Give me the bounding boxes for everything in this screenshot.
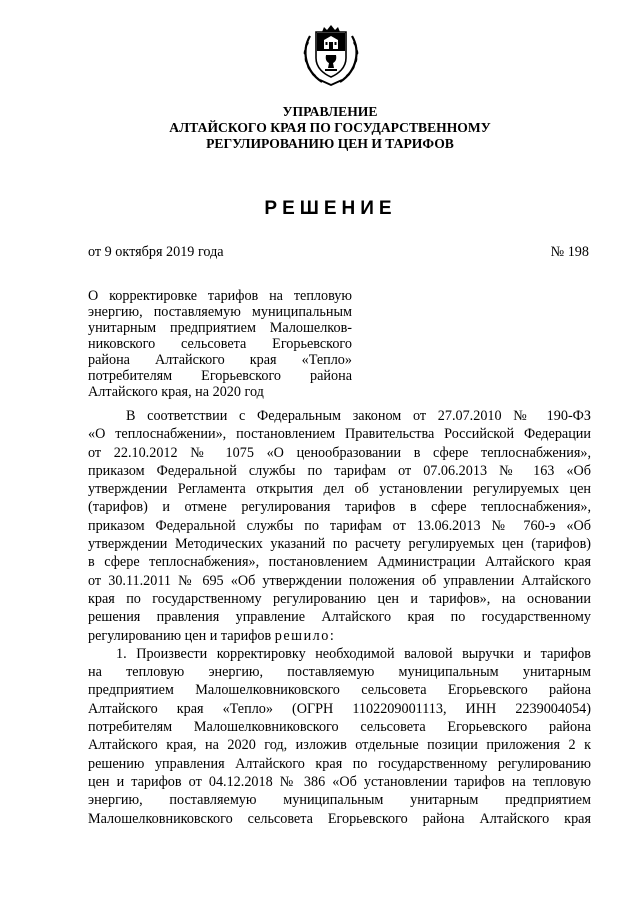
subject-line: О корректировке тарифов на тепловую — [88, 288, 352, 304]
item-1-line: цен и тарифов от 04.12.2018 № 386 «Об установлении тарифов на тепловую — [88, 773, 591, 790]
body-line: утверждении Методических указаний по расчету регулируемых цен (тарифов) — [88, 536, 591, 553]
document-title: РЕШЕНИЕ — [264, 198, 397, 219]
document-number: № 198 — [550, 244, 589, 260]
document-date: от 9 октября 2019 года — [88, 244, 224, 260]
body-line: от 30.11.2011 № 695 «Об утверждении положения об управлении Алтайского — [88, 572, 591, 589]
item-1-line: Алтайского края, на 2020 год, изложив отдельные позиции приложения 2 к — [88, 737, 591, 754]
issuer-line-3: РЕГУЛИРОВАНИЮ ЦЕН И ТАРИФОВ — [206, 136, 454, 151]
item-1-line: на тепловую энергию, поставляемую муниципальным унитарным — [88, 664, 591, 681]
item-1-line: предприятием Малошелковниковского сельсовета Егорьевского района — [88, 682, 591, 699]
item-1-line: Алтайского края «Тепло» (ОГРН 1102209001113, ИНН 2239004054) — [88, 700, 591, 717]
item-1-line: энергию, поставляемую муниципальным унитарным предприятием — [88, 792, 591, 809]
body-line: (тарифов) и отмене регулирования тарифов в сфере теплоснабжения», — [88, 499, 591, 516]
body-line: приказом Федеральной службы по тарифам от 07.06.2013 № 163 «Об — [88, 462, 591, 479]
issuer-line-1: УПРАВЛЕНИЕ — [282, 104, 378, 119]
body-line: В соответствии с Федеральным законом от 27.07.2010 № 190-ФЗ — [126, 408, 591, 424]
item-1-line: Малошелковниковского сельсовета Егорьевского района Алтайского края — [88, 810, 591, 827]
body-line: в сфере теплоснабжения», постановлением Администрации Алтайского края — [88, 554, 591, 571]
body-line-resolved — [88, 627, 591, 645]
subject-line: района Алтайского края «Тепло» — [88, 352, 352, 368]
body-line: утверждении Регламента открытия дел об установлении регулируемых цен — [88, 481, 591, 498]
subject-line: Алтайского края, на 2020 год — [88, 384, 264, 400]
body-line: края по государственному регулированию цен и тарифов», на основании — [88, 590, 591, 607]
item-1-line: потребителям Малошелковниковского сельсовета Егорьевского района — [88, 719, 591, 736]
issuer-line-2: АЛТАЙСКОГО КРАЯ ПО ГОСУДАРСТВЕННОМУ — [169, 120, 491, 135]
altai-krai-coat-of-arms-icon — [300, 22, 362, 88]
document-body — [88, 407, 591, 828]
body-line: регулированию цен и тарифов — [88, 627, 272, 644]
subject-line: энергию, поставляемую муниципальным — [88, 304, 352, 320]
document-subject — [88, 288, 352, 400]
subject-line: унитарным предприятием Малошелков- — [88, 320, 352, 336]
body-line: от 22.10.2012 № 1075 «О ценообразовании в сфере теплоснабжения», — [88, 444, 591, 461]
item-1-line: 1. Произвести корректировку необходимой валовой выручки и тарифов — [116, 645, 591, 662]
subject-line: потребителям Егорьевского района — [88, 368, 352, 384]
body-line: «О теплоснабжении», постановлением Правительства Российской Федерации — [88, 426, 591, 443]
subject-line: никовского сельсовета Егорьевского — [88, 336, 352, 352]
resolved-colon: : — [329, 627, 334, 644]
issuer-header — [150, 104, 510, 152]
body-line: решения правления управление Алтайского края по государственному — [88, 609, 591, 626]
resolved-word: решило — [274, 627, 330, 644]
item-1-line: решению управления Алтайского края по государственному регулированию — [88, 755, 591, 772]
body-line: приказом Федеральной службы по тарифам от 13.06.2013 № 760-э «Об — [88, 517, 591, 534]
